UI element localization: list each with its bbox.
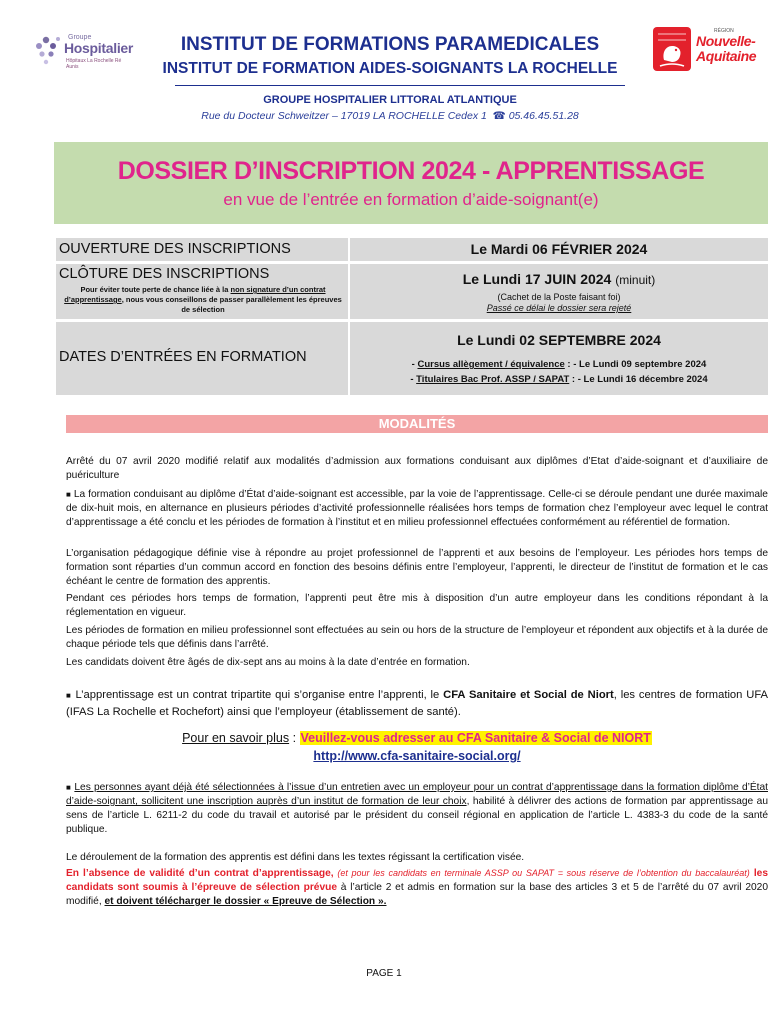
dossier-title: DOSSIER D’INSCRIPTION 2024 - APPRENTISSAGE <box>117 157 705 185</box>
logo-right-line1: RÉGION <box>714 28 734 34</box>
paragraph-no-contract <box>66 866 768 909</box>
p8-underlined: Les personnes ayant déjà été sélectionnées à l’issue d’un entretien avec un employeur pour un contrat d’apprentissage dans la formation diplôme d’État d’aide-soignant, sollicitent une inscription auprès d’un institut de formation de leur choix <box>66 782 768 807</box>
more-info-separator: : <box>289 731 300 745</box>
paragraph-certification: Le déroulement de la formation des apprentis est défini dans les textes régissant la certification visée. <box>66 852 525 863</box>
close-date-suffix: (minuit) <box>615 273 656 287</box>
entry-date-allegement: - Cursus allègement / équivalence : - Le Lundi 09 septembre 2024 <box>411 359 707 370</box>
region-logo <box>652 24 756 74</box>
hospital-flower-icon <box>32 32 66 72</box>
bullet-icon: ■ <box>66 783 72 792</box>
registration-open-date: Le Mardi 06 FÉVRIER 2024 <box>470 241 648 257</box>
logo-right-line2: Nouvelle-Aquitaine <box>696 33 757 64</box>
logo-left-line1: Groupe <box>68 34 92 41</box>
close-date-text: Le Lundi 17 JUIN 2024 <box>462 271 612 287</box>
paragraph-organisation: L’organisation pédagogique définie vise à répondre au projet professionnel de l’apprenti et aux besoins de l’employeur. Les périodes hors temps de formation sont réparties d’un commun accord en fonction des besoins définis entre l’employeur, l’apprenti, le directeur de l’institut de formation et le cas échéant le centre de formation des apprentis. <box>66 548 768 587</box>
more-info-highlight: Veuillez-vous adresser au CFA Sanitaire & Social de NIORT <box>300 731 651 745</box>
p7-cfa-name: CFA Sanitaire et Social de Niort <box>443 689 614 701</box>
entry-2-key: Titulaires Bac Prof. ASSP / SAPAT <box>416 374 570 385</box>
registration-close-date <box>350 271 768 287</box>
paragraph-tripartite-contract <box>66 687 768 720</box>
hospital-group-logo <box>32 30 134 78</box>
entry-date-main: Le Lundi 02 SEPTEMBRE 2024 <box>457 332 661 348</box>
dossier-subtitle: en vue de l’entrée en formation d’aide-soignant(e) <box>223 190 599 209</box>
more-info-prefix: Pour en savoir plus <box>182 731 290 745</box>
entry-date-bac-pro: - Titulaires Bac Prof. ASSP / SAPAT : - Le Lundi 16 décembre 2024 <box>410 374 708 385</box>
logo-left-line3: Hôpitaux La Rochelle Ré Aunis <box>66 58 122 70</box>
bullet-icon: ■ <box>66 691 72 700</box>
p10-articles: à l’article 2 et admis en formation sur la base des articles 3 et 5 de l’arrêté du 07 avril 2020 modifié, <box>66 882 768 907</box>
entry-2-value: Lundi 16 décembre 2024 <box>597 374 708 385</box>
paragraph-age-requirement: Les candidats doivent être âgés de dix-sept ans au moins à la date d’entrée en formation. <box>66 657 470 668</box>
cfa-website-link[interactable]: http://www.cfa-sanitaire-social.org/ <box>313 749 521 763</box>
header-divider <box>175 85 625 86</box>
modalites-title: MODALITÉS <box>378 416 456 431</box>
address-line <box>120 110 660 122</box>
entry-1-value: Lundi 09 septembre 2024 <box>592 359 707 370</box>
registration-close-note <box>59 285 347 315</box>
paragraph-off-training: Pendant ces périodes hors temps de formation, l’apprenti peut être mis à disposition d’un autre employeur dans les conditions répondant à la réglementation en vigueur. <box>66 593 768 618</box>
entry-1-key: Cursus allègement / équivalence <box>417 359 565 370</box>
p10-download-instruction: et doivent télécharger le dossier « Epreuve de Sélection ». <box>104 896 387 907</box>
institute-subtitle: INSTITUT DE FORMATION AIDES-SOIGNANTS LA ROCHELLE <box>162 60 618 77</box>
decree-reference: Arrêté du 07 avril 2020 modifié relatif aux modalités d’admission aux formations conduisant aux diplômes d’Etat d’aide-soignant et d’auxiliaire de puériculture <box>66 456 768 481</box>
p7-text-a: L’apprentissage est un contrat tripartite qui s’organise entre l’apprenti, le <box>75 689 444 701</box>
bullet-icon: ■ <box>66 490 71 499</box>
p10-selection: les candidats sont soumis à l’épreuve de sélection prévue <box>66 868 768 893</box>
institute-title: INSTITUT DE FORMATIONS PARAMEDICALES <box>180 34 600 55</box>
registration-close-label: CLÔTURE DES INSCRIPTIONS <box>59 266 270 282</box>
p10-bac-note: (et pour les candidats en terminale ASSP ou SAPAT = sous réserve de l’obtention du baccalauréat) <box>333 868 750 878</box>
close-note-part-b: , nous vous conseillons de passer parallèlement les épreuves de sélection <box>121 295 342 314</box>
late-rejection-note: Passé ce délai le dossier sera rejeté <box>486 303 632 313</box>
logo-left-line2: Hospitalier <box>64 40 134 56</box>
phone-number: 05.46.45.51.28 <box>508 110 579 122</box>
p8-text: , habilité à délivrer des actions de formation par apprentissage au sens de l’article L. 6211-2 du code du travail et autorisé par le président du conseil régional en application de l’article L. 4383-3 du code de la santé publique. <box>66 796 769 835</box>
close-note-part-a: Pour éviter toute perte de chance liée à la <box>80 285 231 294</box>
postmark-note: (Cachet de la Poste faisant foi) <box>497 292 621 302</box>
hospital-group-name: GROUPE HOSPITALIER LITTORAL ATLANTIQUE <box>263 94 517 106</box>
paragraph-training-access <box>66 488 768 530</box>
address-text: Rue du Docteur Schweitzer – 17019 LA ROCHELLE Cedex 1 <box>201 110 487 122</box>
more-info-line <box>66 731 768 745</box>
registration-open-label: OUVERTURE DES INSCRIPTIONS <box>59 241 291 257</box>
phone-icon: ☎ <box>489 110 506 122</box>
p2-text: La formation conduisant au diplôme d’État d’aide-soignant est accessible, par la voie de l’apprentissage. Celle-ci se déroule pendant une durée maximale de dix-huit mois, en alternance en plusieurs périodes d’activité professionnelle réalisées hors temps de formation chez l’employeur avec lequel le contrat d’apprentissage a été conclu et les périodes de formation à l’institut et en milieu professionnel effectuées conformément au référentiel de formation. <box>66 489 768 528</box>
paragraph-professional-periods: Les périodes de formation en milieu professionnel sont effectuées au sein ou hors de la structure de l’employeur et répondent aux objectifs et à la durée de chaque période tels que définis dans l’arrêté. <box>66 625 768 650</box>
p7-text-c: , les centres de formation UFA (IFAS La Rochelle et Rochefort) ainsi que l’employeur (établissement de santé). <box>66 689 768 718</box>
close-note-underlined: non signature d’un contrat d’apprentissage <box>64 285 326 304</box>
p10-warning: En l’absence de validité d’un contrat d’apprentissage, <box>66 868 334 879</box>
page-number: PAGE 1 <box>366 968 402 979</box>
paragraph-preselected-candidates <box>66 781 768 837</box>
entry-dates-label: DATES D’ENTRÉES EN FORMATION <box>59 349 307 365</box>
